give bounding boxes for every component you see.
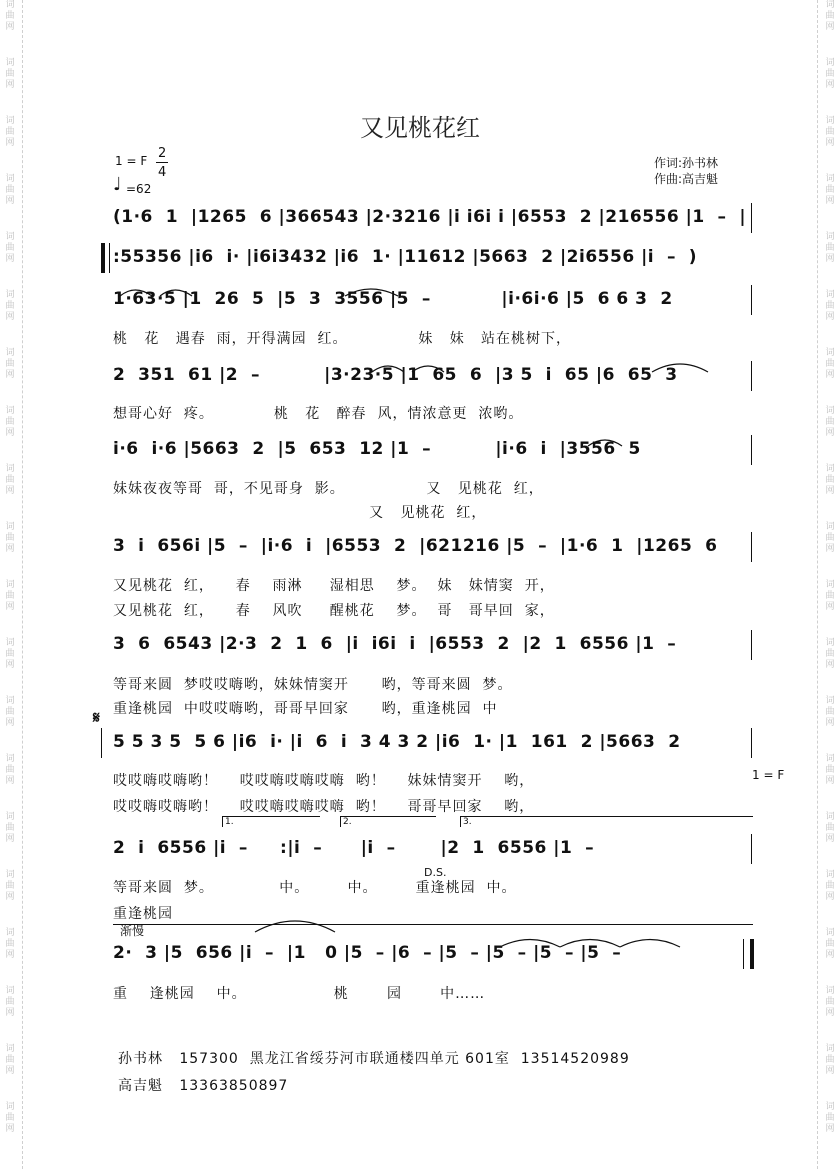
watermark: 词 曲 网	[5, 406, 15, 438]
watermark: 词 曲 网	[5, 754, 15, 786]
watermark: 词 曲 网	[5, 116, 15, 148]
watermark: 词 曲 网	[825, 870, 835, 902]
watermark: 词 曲 网	[825, 812, 835, 844]
contact-line: 高吉魁 13363850897	[118, 1078, 289, 1094]
tempo-value: =62	[126, 182, 152, 196]
volta-2: 2.	[340, 816, 436, 827]
watermark: 词 曲 网	[5, 58, 15, 90]
watermark: 词 曲 网	[825, 116, 835, 148]
watermark: 词 曲 网	[825, 1044, 835, 1076]
watermark: 词 曲 网	[5, 1044, 15, 1076]
volta-1: 1.	[222, 816, 320, 827]
key-change: 1 = F	[752, 768, 785, 782]
notation: (1·6 1 |1265 6 |366543 |2·3216 |i i6i i |6553 2 |216556 |1 – |	[113, 207, 747, 227]
time-signature-bottom: 4	[158, 165, 167, 180]
key-signature: 1 = F	[115, 154, 148, 168]
watermark: 词 曲 网	[5, 0, 15, 32]
watermark: 词 曲 网	[825, 754, 835, 786]
watermark: 词 曲 网	[5, 348, 15, 380]
watermark: 词 曲 网	[5, 464, 15, 496]
lyric-line: 又见桃花 红， 春 风吹 醒桃花 梦。 哥 哥早回 家，	[113, 603, 555, 619]
lyric-line: 又 见桃花 红，	[113, 505, 487, 521]
watermark: 词 曲 网	[825, 928, 835, 960]
notation: i·6 i·6 |5663 2 |5 653 12 |1 – |i·6 i |3556 5	[113, 439, 641, 459]
watermark: 词 曲 网	[825, 348, 835, 380]
tempo-note-icon: ♩	[113, 174, 122, 195]
watermark: 词 曲 网	[5, 580, 15, 612]
notation: 3 6 6543 |2·3 2 1 6 |i i6i i |6553 2 |2 1 6556 |1 –	[113, 634, 677, 654]
watermark: 词 曲 网	[5, 232, 15, 264]
watermark: 词 曲 网	[825, 1102, 835, 1134]
watermark: 词 曲 网	[5, 522, 15, 554]
lyric-line: 妹妹夜夜等哥 哥，不见哥身 影。 又 见桃花 红，	[113, 481, 544, 497]
watermark: 词 曲 网	[825, 174, 835, 206]
watermark: 词 曲 网	[825, 696, 835, 728]
watermark: 词 曲 网	[5, 986, 15, 1018]
lyric-line: 想哥心好 疼。 桃 花 醉春 风，情浓意更 浓哟。	[113, 406, 524, 422]
lyric-line: 重逢桃园 中哎哎嗨哟，哥哥早回家 哟，重逢桃园 中	[113, 701, 498, 717]
composer: 作曲:高吉魁	[654, 172, 719, 186]
watermark: 词 曲 网	[825, 464, 835, 496]
watermark: 词 曲 网	[825, 638, 835, 670]
watermark: 词 曲 网	[5, 290, 15, 322]
lyric-line: 重 逢桃园 中。 桃 园 中……	[113, 986, 486, 1002]
notation: 1·63·5 |1 26 5 |5 3 3556 |5 – |i·6i·6 |5 6 6 3 2	[113, 289, 673, 309]
watermark: 词 曲 网	[825, 0, 835, 32]
watermark: 词 曲 网	[825, 986, 835, 1018]
segno-icon: 𝄋	[93, 708, 100, 727]
watermark: 词 曲 网	[5, 1102, 15, 1134]
lyric-line: 等哥来圆 梦。 中。 中。 重逢桃园 中。	[113, 880, 517, 896]
watermark: 词 曲 网	[5, 870, 15, 902]
volta-3: 3.	[460, 816, 753, 827]
notation: 3 i 656i |5 – |i·6 i |6553 2 |621216 |5 – |1·6 1 |1265 6	[113, 536, 718, 556]
watermark: 词 曲 网	[5, 928, 15, 960]
song-title: 又见桃花红	[360, 114, 480, 142]
watermark: 词 曲 网	[825, 58, 835, 90]
watermark: 词 曲 网	[825, 406, 835, 438]
lyric-line: 又见桃花 红， 春 雨淋 湿相思 梦。 妹 妹情窦 开，	[113, 578, 555, 594]
contact-line: 孙书林 157300 黑龙江省绥芬河市联通楼四单元 601室 13514520989	[118, 1051, 630, 1067]
watermark: 词 曲 网	[5, 812, 15, 844]
watermark: 词 曲 网	[825, 580, 835, 612]
notation: :55356 |i6 i· |i6i3432 |i6 1· |11612 |5663 2 |2i6556 |i – )	[113, 247, 698, 267]
lyric-line: 桃 花 遇春 雨，开得满园 红。 妹 妹 站在桃树下，	[113, 331, 572, 347]
lyric-line: 重逢桃园	[113, 906, 173, 922]
lyric-line: 哎哎嗨哎嗨哟！ 哎哎嗨哎嗨哎嗨 哟！ 妹妹情窦开 哟，	[113, 773, 535, 789]
notation: 5 5 3 5 5 6 |i6 i· |i 6 i 3 4 3 2 |i6 1· |1 161 2 |5663 2	[113, 732, 681, 752]
watermark: 词 曲 网	[825, 522, 835, 554]
notation: 2 i 6556 |i – :|i – |i – |2 1 6556 |1 –	[113, 838, 595, 858]
notation: 2· 3 |5 656 |i – |1 0 |5 – |6 – |5 – |5 – |5 – |5 –	[113, 943, 622, 963]
notation: 2 351 61 |2 – |3·23·5 |1 65 6 |3 5 i 65 |6 65 3	[113, 365, 678, 385]
lyric-line: 哎哎嗨哎嗨哟！ 哎哎嗨哎嗨哎嗨 哟！ 哥哥早回家 哟，	[113, 799, 535, 815]
tempo-mark: 渐慢	[120, 924, 145, 938]
watermark: 词 曲 网	[5, 696, 15, 728]
watermark: 词 曲 网	[5, 174, 15, 206]
watermark: 词 曲 网	[825, 232, 835, 264]
watermark: 词 曲 网	[5, 638, 15, 670]
lyric-line: 等哥来圆 梦哎哎嗨哟，妹妹情窦开 哟，等哥来圆 梦。	[113, 677, 513, 693]
ds-mark: D.S.	[424, 866, 447, 879]
watermark: 词 曲 网	[825, 290, 835, 322]
time-signature-top: 2	[158, 146, 167, 161]
lyricist: 作词:孙书林	[654, 156, 719, 170]
